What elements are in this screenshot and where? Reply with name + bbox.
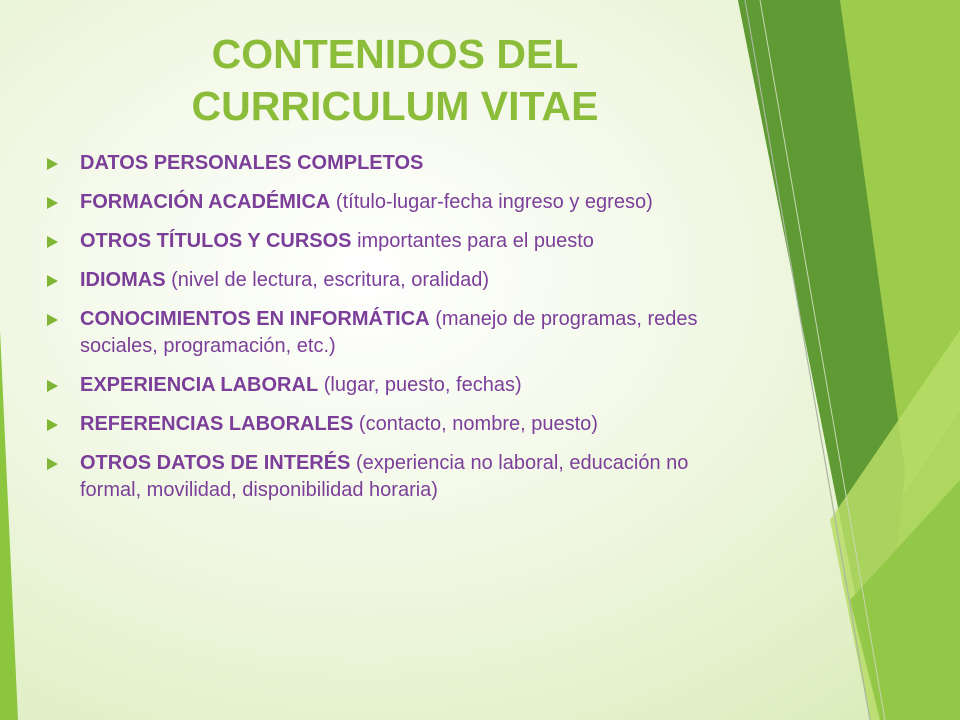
bullet-item-experiencia-laboral: [44, 372, 744, 399]
title-line-1: CONTENIDOS DEL: [211, 31, 579, 77]
triangle-right-icon: [47, 158, 58, 170]
bullet-item-informatica: [44, 306, 744, 360]
bullet-item-idiomas: [44, 267, 744, 294]
bullet-heading: IDIOMAS: [80, 269, 166, 291]
triangle-right-icon: [47, 236, 58, 248]
bullet-heading: OTROS TÍTULOS Y CURSOS: [80, 230, 352, 252]
bullet-heading: REFERENCIAS LABORALES: [80, 413, 354, 435]
bullet-detail: (experiencia no laboral, educación no formal, movilidad, disponibilidad horaria): [80, 452, 689, 501]
bullet-heading: DATOS PERSONALES COMPLETOS: [80, 152, 424, 174]
bullet-detail: (contacto, nombre, puesto): [353, 413, 598, 435]
bullet-heading: FORMACIÓN ACADÉMICA: [80, 191, 331, 213]
triangle-right-icon: [47, 197, 58, 209]
bullet-item-otros-datos: [44, 450, 744, 504]
bullet-heading: OTROS DATOS DE INTERÉS: [80, 452, 351, 474]
bullet-item-formacion-academica: [44, 189, 744, 216]
triangle-right-icon: [47, 275, 58, 287]
bullet-heading: EXPERIENCIA LABORAL: [80, 374, 319, 396]
triangle-right-icon: [47, 380, 58, 392]
bullet-detail: importantes para el puesto: [351, 230, 594, 252]
bullet-detail: (manejo de programas, redes sociales, programación, etc.): [80, 308, 698, 357]
bullet-item-otros-titulos: [44, 228, 744, 255]
slide-title: [95, 28, 695, 132]
bullet-heading: CONOCIMIENTOS EN INFORMÁTICA: [80, 308, 430, 330]
bullet-item-datos-personales: [44, 150, 744, 177]
bullet-detail: (nivel de lectura, escritura, oralidad): [165, 269, 490, 291]
bullet-detail: (título-lugar-fecha ingreso y egreso): [330, 191, 653, 213]
triangle-right-icon: [47, 458, 58, 470]
bullet-list: [44, 150, 744, 516]
bullet-item-referencias-laborales: [44, 411, 744, 438]
title-line-2: CURRICULUM VITAE: [191, 83, 599, 129]
triangle-right-icon: [47, 419, 58, 431]
bullet-detail: (lugar, puesto, fechas): [318, 374, 522, 396]
triangle-right-icon: [47, 314, 58, 326]
